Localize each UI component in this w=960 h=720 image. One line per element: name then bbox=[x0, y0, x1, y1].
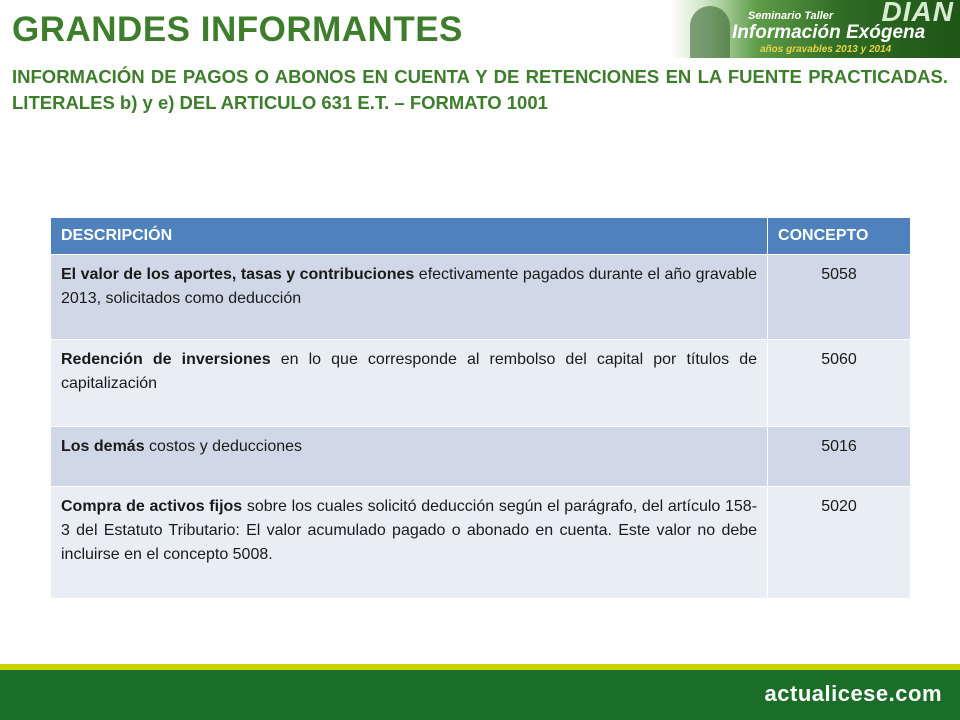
description-bold: Compra de activos fijos bbox=[61, 498, 243, 515]
table-row bbox=[51, 340, 911, 427]
dian-logo: DIAN bbox=[881, 0, 954, 27]
concept-code: 5020 bbox=[768, 487, 911, 599]
description-cell bbox=[51, 487, 768, 599]
header-description: DESCRIPCIÓN bbox=[51, 218, 768, 255]
concept-code: 5060 bbox=[768, 340, 911, 427]
header-concept: CONCEPTO bbox=[768, 218, 911, 255]
table-row bbox=[51, 427, 911, 487]
description-text: efectivamente pagados durante el año gravable 2013, solicitados como deducción bbox=[61, 266, 758, 307]
description-text: en lo que corresponde al rembolso del capital por títulos de capitalización bbox=[61, 351, 758, 392]
table-row bbox=[51, 255, 911, 340]
table-row bbox=[51, 487, 911, 599]
description-bold: Redención de inversiones bbox=[61, 351, 271, 368]
page-subtitle: INFORMACIÓN DE PAGOS O ABONOS EN CUENTA Y DE RETENCIONES EN LA FUENTE PRACTICADAS. LITERALES b) y e) DEL ARTICULO 631 E.T. – FORMATO 1001 bbox=[12, 66, 948, 113]
concept-code: 5016 bbox=[768, 427, 911, 487]
description-text: costos y deducciones bbox=[144, 438, 303, 455]
description-cell bbox=[51, 427, 768, 487]
banner-line-2: Información Exógena bbox=[732, 22, 926, 43]
description-cell bbox=[51, 340, 768, 427]
footer-bar bbox=[0, 670, 960, 720]
brand-link[interactable]: actualicese.com bbox=[764, 681, 942, 706]
description-cell bbox=[51, 255, 768, 340]
description-text: sobre los cuales solicitó deducción según el parágrafo, del artículo 158-3 del Estatuto Tributario: El valor acumulado pagado o abonado en cuenta. Este valor no debe incluirse en el concepto 5008. bbox=[61, 498, 758, 563]
banner-figure-image bbox=[690, 6, 730, 58]
description-bold: Los demás bbox=[61, 438, 145, 455]
page-title: GRANDES INFORMANTES bbox=[12, 10, 463, 49]
concept-table bbox=[50, 217, 911, 599]
description-bold: El valor de los aportes, tasas y contribuciones bbox=[61, 266, 415, 283]
seminar-banner bbox=[670, 0, 960, 58]
table-header-row bbox=[51, 218, 911, 255]
concept-code: 5058 bbox=[768, 255, 911, 340]
banner-line-1: Seminario Taller bbox=[748, 10, 834, 22]
banner-line-3: años gravables 2013 y 2014 bbox=[760, 44, 892, 55]
